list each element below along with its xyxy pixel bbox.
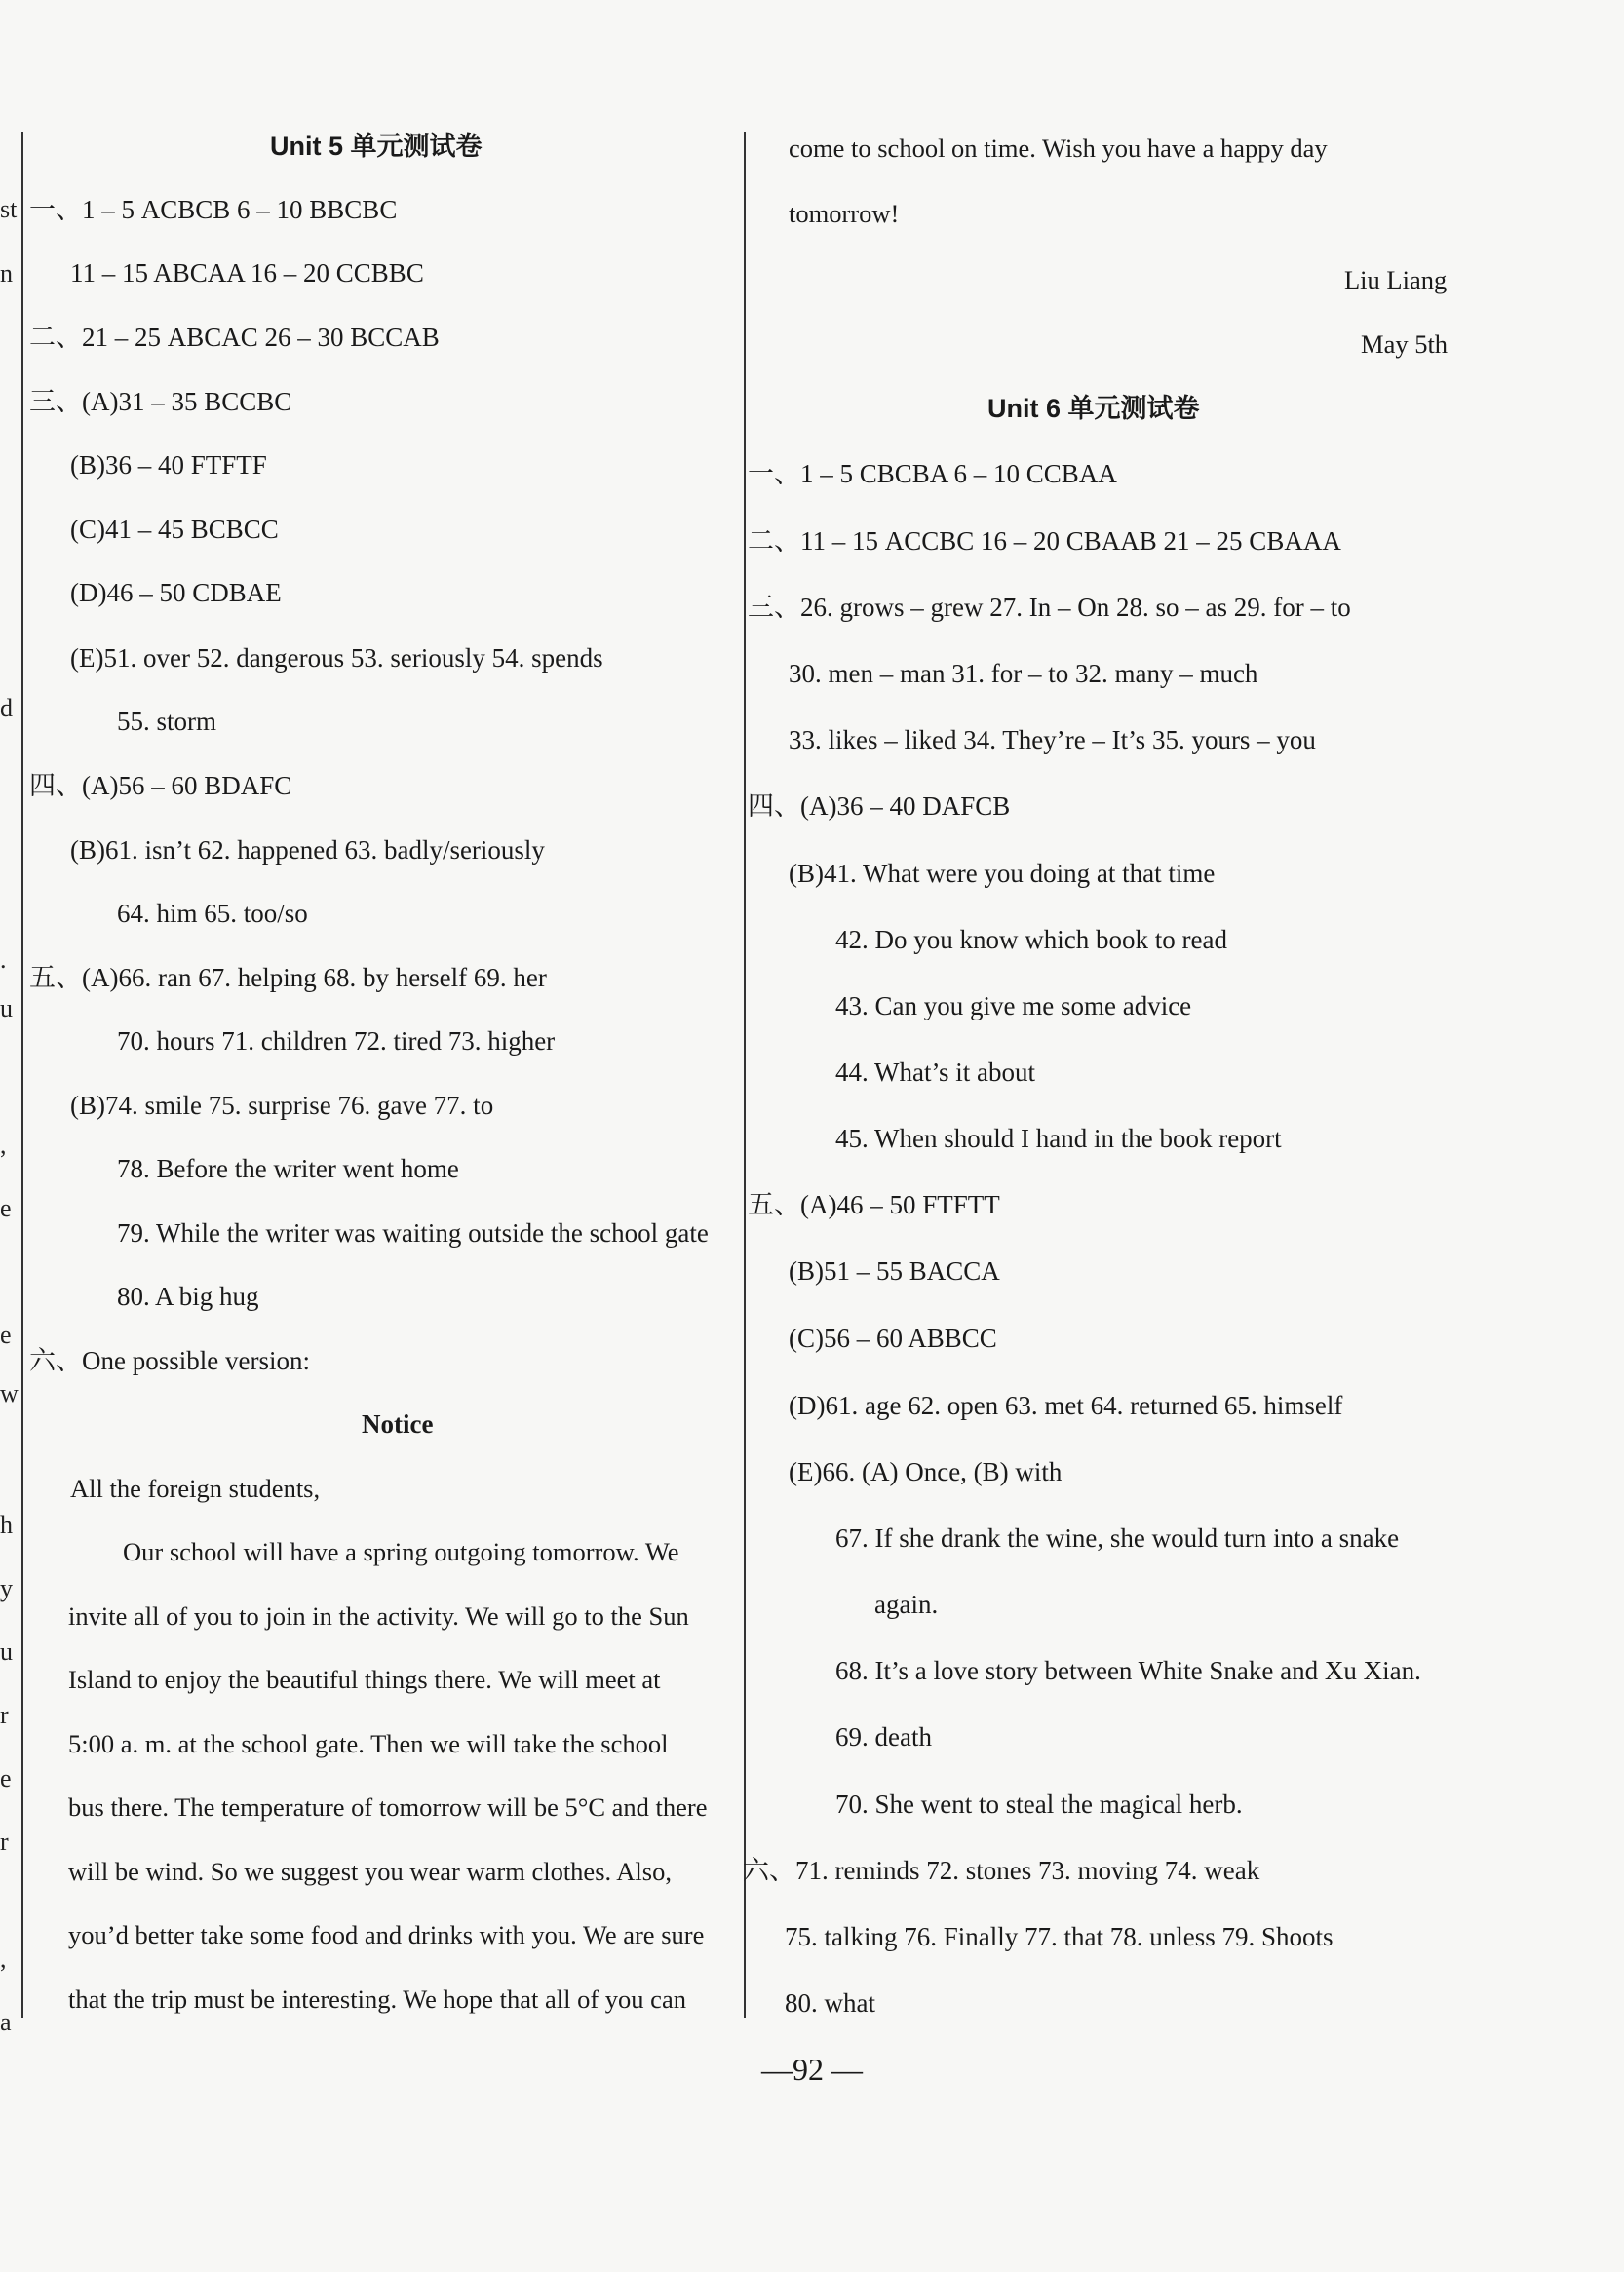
edge-letter: e bbox=[0, 1321, 12, 1349]
edge-letter: w bbox=[0, 1379, 19, 1407]
answer-line: 78. Before the writer went home bbox=[117, 1154, 459, 1183]
edge-letter: y bbox=[0, 1574, 13, 1602]
answer-line: 69. death bbox=[835, 1722, 932, 1752]
column-divider bbox=[744, 132, 746, 2018]
answer-line: 二、21 – 25 ABCAC 26 – 30 BCCAB bbox=[29, 323, 440, 352]
answer-line: 五、(A)46 – 50 FTFTT bbox=[748, 1190, 1000, 1219]
answer-line: 三、26. grows – grew 27. In – On 28. so – as 29. for – to bbox=[748, 593, 1351, 622]
answer-line: (B)61. isn’t 62. happened 63. badly/seriously bbox=[70, 835, 545, 865]
answer-line: 43. Can you give me some advice bbox=[835, 991, 1192, 1020]
edge-letter: r bbox=[0, 1828, 9, 1856]
edge-letter: e bbox=[0, 1194, 12, 1222]
unit6-title: Unit 6 单元测试卷 bbox=[987, 394, 1200, 423]
notice-text-line: come to school on time. Wish you have a happy day bbox=[789, 134, 1328, 163]
answer-line: 45. When should I hand in the book report bbox=[835, 1124, 1282, 1153]
answer-line: 六、One possible version: bbox=[29, 1346, 310, 1375]
notice-text-line: will be wind. So we suggest you wear warm clothes. Also, bbox=[68, 1857, 672, 1886]
answer-line: 一、1 – 5 ACBCB 6 – 10 BBCBC bbox=[29, 195, 398, 224]
answer-line: 四、(A)56 – 60 BDAFC bbox=[29, 771, 292, 800]
answer-line: 70. She went to steal the magical herb. bbox=[835, 1790, 1243, 1819]
answer-line: again. bbox=[874, 1590, 939, 1619]
notice-signature: Liu Liang bbox=[1344, 265, 1448, 294]
answer-line: (D)61. age 62. open 63. met 64. returned 65. himself bbox=[789, 1391, 1343, 1420]
answer-line: 30. men – man 31. for – to 32. many – much bbox=[789, 659, 1258, 688]
edge-letter: . bbox=[0, 945, 7, 974]
answer-line: 55. storm bbox=[117, 707, 217, 736]
answer-line: 64. him 65. too/so bbox=[117, 899, 308, 928]
answer-line: (C)41 – 45 BCBCC bbox=[70, 515, 279, 544]
notice-text-line: bus there. The temperature of tomorrow will be 5°C and there bbox=[68, 1792, 708, 1822]
answer-line: (B)36 – 40 FTFTF bbox=[70, 450, 267, 480]
notice-text-line: 5:00 a. m. at the school gate. Then we will take the school bbox=[68, 1729, 669, 1758]
notice-date: May 5th bbox=[1361, 329, 1449, 359]
answer-line: 80. A big hug bbox=[117, 1282, 259, 1311]
cut-off-edge-text bbox=[0, 127, 18, 2057]
notice-text-line: invite all of you to join in the activity. We will go to the Sun bbox=[68, 1601, 689, 1631]
answer-line: (D)46 – 50 CDBAE bbox=[70, 578, 282, 607]
notice-title: Notice bbox=[362, 1409, 434, 1439]
edge-letter: r bbox=[0, 1701, 9, 1729]
edge-letter: u bbox=[0, 1637, 13, 1666]
edge-letter: h bbox=[0, 1511, 13, 1539]
answer-line: 44. What’s it about bbox=[835, 1058, 1035, 1087]
answer-line: 33. likes – liked 34. They’re – It’s 35. yours – you bbox=[789, 725, 1316, 754]
answer-line: 一、1 – 5 CBCBA 6 – 10 CCBAA bbox=[748, 459, 1117, 488]
answer-line: 70. hours 71. children 72. tired 73. higher bbox=[117, 1026, 556, 1056]
edge-letter: e bbox=[0, 1764, 12, 1792]
unit5-title: Unit 5 单元测试卷 bbox=[270, 132, 483, 161]
answer-line: 六、71. reminds 72. stones 73. moving 74. weak bbox=[743, 1856, 1260, 1885]
answer-line: (B)41. What were you doing at that time bbox=[789, 859, 1216, 888]
edge-letter: , bbox=[0, 1945, 7, 1973]
notice-text-line: that the trip must be interesting. We hope that all of you can bbox=[68, 1984, 686, 2014]
notice-text-line: you’d better take some food and drinks with you. We are sure bbox=[68, 1920, 705, 1949]
edge-letter: n bbox=[0, 259, 13, 288]
edge-letter: d bbox=[0, 694, 13, 722]
answer-line: 四、(A)36 – 40 DAFCB bbox=[748, 791, 1011, 821]
notice-text-line: Island to enjoy the beautiful things there. We will meet at bbox=[68, 1665, 661, 1694]
answer-line: (B)74. smile 75. surprise 76. gave 77. to bbox=[70, 1091, 494, 1120]
answer-line: (B)51 – 55 BACCA bbox=[789, 1256, 1000, 1286]
answer-line: 42. Do you know which book to read bbox=[835, 925, 1227, 954]
answer-line: 75. talking 76. Finally 77. that 78. unless 79. Shoots bbox=[785, 1922, 1334, 1951]
notice-greeting: All the foreign students, bbox=[70, 1474, 321, 1503]
answer-line: 80. what bbox=[785, 1988, 875, 2018]
notice-text-line: tomorrow! bbox=[789, 199, 900, 228]
answer-line: 79. While the writer was waiting outside the school gate bbox=[117, 1218, 709, 1248]
answer-line: 68. It’s a love story between White Snake and Xu Xian. bbox=[835, 1656, 1421, 1685]
edge-letter: u bbox=[0, 994, 13, 1022]
edge-letter: a bbox=[0, 2008, 12, 2036]
edge-letter: st bbox=[0, 195, 18, 223]
edge-letter: , bbox=[0, 1131, 7, 1159]
answer-line: 67. If she drank the wine, she would turn into a snake bbox=[835, 1523, 1400, 1553]
answer-line: 11 – 15 ABCAA 16 – 20 CCBBC bbox=[70, 258, 424, 288]
answer-line: (E)66. (A) Once, (B) with bbox=[789, 1457, 1063, 1486]
page-number: —92 — bbox=[761, 2052, 863, 2087]
notice-text-line: Our school will have a spring outgoing tomorrow. We bbox=[123, 1537, 679, 1566]
answer-line: 三、(A)31 – 35 BCCBC bbox=[29, 387, 292, 416]
left-margin-rule bbox=[21, 132, 23, 2018]
answer-line: (C)56 – 60 ABBCC bbox=[789, 1324, 997, 1353]
answer-line: (E)51. over 52. dangerous 53. seriously 54. spends bbox=[70, 643, 603, 673]
answer-line: 二、11 – 15 ACCBC 16 – 20 CBAAB 21 – 25 CBAAA bbox=[748, 526, 1341, 556]
answer-line: 五、(A)66. ran 67. helping 68. by herself 69. her bbox=[29, 963, 547, 992]
